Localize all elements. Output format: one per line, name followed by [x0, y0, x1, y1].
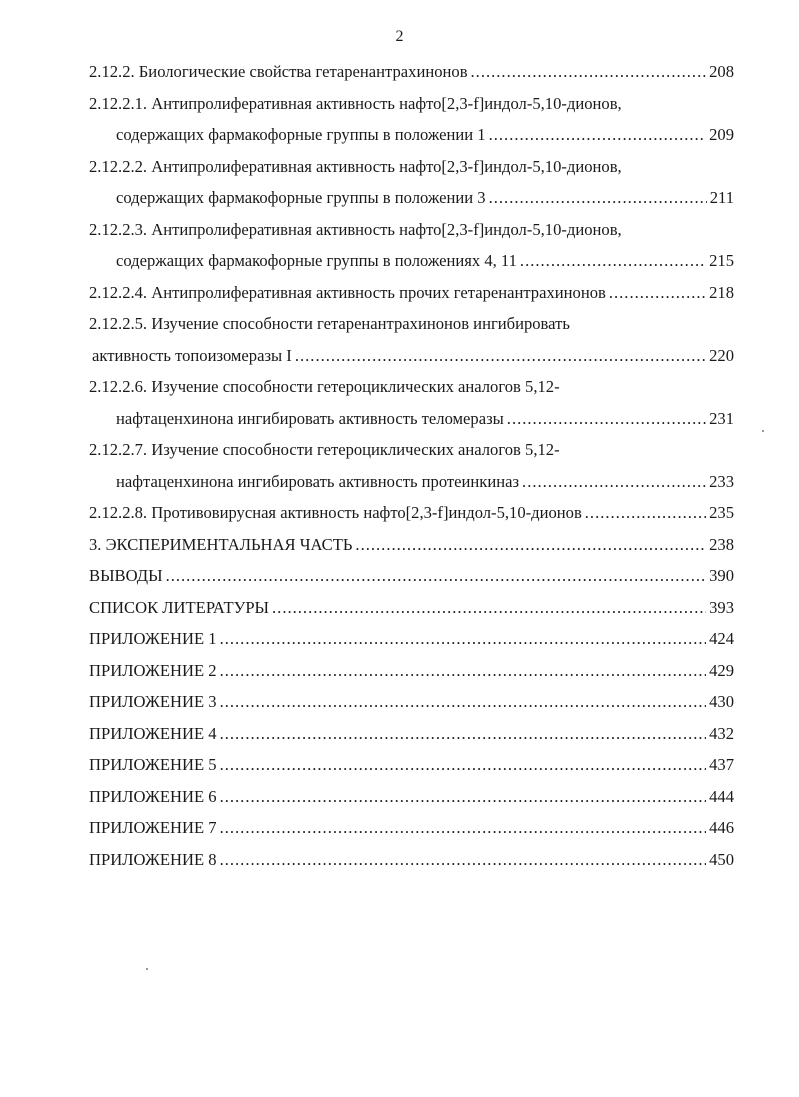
toc-entry	[89, 497, 734, 529]
toc-leader-dots	[220, 718, 707, 750]
toc-page-number: 437	[709, 755, 734, 774]
toc-entry-text: 2.12.2.1. Антипролиферативная активность нафто[2,3-f]индол-5,10-дионов,	[89, 93, 622, 113]
toc-page-number: 390	[709, 566, 734, 585]
toc-entry-title	[89, 214, 734, 246]
toc-entry-title	[89, 529, 734, 561]
toc-entry-text: ПРИЛОЖЕНИЕ 8	[89, 849, 217, 869]
toc-page-number: 215	[709, 251, 734, 270]
toc-leader-dots	[220, 781, 707, 813]
toc-leader-dots	[609, 277, 706, 309]
toc-entry-text: нафтаценхинона ингибировать активность теломеразы	[116, 408, 504, 428]
toc-leader-dots	[220, 686, 707, 718]
toc-entry-title	[89, 88, 734, 120]
toc-entry-title	[89, 623, 734, 655]
toc-leader-dots	[272, 592, 706, 624]
toc-leader-dots	[585, 497, 706, 529]
toc-entry-text: 2.12.2. Биологические свойства гетаренантрахинонов	[89, 62, 468, 81]
toc-entry-text: ПРИЛОЖЕНИЕ 6	[89, 786, 217, 806]
toc-entry-title	[89, 56, 734, 88]
toc-entry-text: ПРИЛОЖЕНИЕ 7	[89, 818, 217, 837]
toc-entry	[89, 592, 734, 624]
toc-entry-text: 3. ЭКСПЕРИМЕНТАЛЬНАЯ ЧАСТЬ	[89, 534, 353, 554]
toc-entry	[89, 844, 734, 876]
toc-entry-title	[89, 560, 734, 592]
toc-entry-title	[89, 749, 734, 781]
toc-page-number: 450	[709, 849, 734, 869]
toc-page-number: 218	[709, 282, 734, 302]
toc-page-number: 208	[709, 62, 734, 81]
toc-entry	[89, 214, 734, 277]
toc-entry-text: ПРИЛОЖЕНИЕ 5	[89, 755, 217, 774]
toc-page-number: 393	[709, 597, 734, 617]
toc-entry	[89, 812, 734, 844]
toc-entry	[89, 56, 734, 88]
toc-leader-dots	[489, 119, 707, 151]
toc-entry-text: СПИСОК ЛИТЕРАТУРЫ	[89, 597, 270, 617]
toc-entry-text: нафтаценхинона ингибировать активность протеинкиназ	[116, 471, 520, 491]
toc-entry-continuation	[89, 119, 734, 151]
toc-entry	[89, 371, 734, 434]
toc-entry-text: содержащих фармакофорные группы в положении 3	[116, 188, 486, 207]
toc-entry-title	[89, 592, 734, 624]
page-number: 2	[395, 28, 404, 45]
toc-entry	[89, 718, 734, 750]
toc-page-number: 429	[709, 660, 734, 680]
toc-entry	[89, 151, 734, 214]
toc-entry-title	[89, 371, 734, 403]
toc-entry-continuation	[89, 403, 734, 435]
toc-leader-dots	[220, 655, 707, 687]
toc-entry-text: активность топоизомеразы I	[92, 345, 292, 365]
toc-entry	[89, 308, 734, 371]
table-of-contents	[89, 56, 734, 875]
toc-page-number: 231	[709, 408, 734, 428]
toc-page-number: 209	[709, 125, 734, 144]
toc-entry-continuation	[89, 466, 734, 498]
toc-entry-text: ПРИЛОЖЕНИЕ 2	[89, 660, 217, 680]
toc-entry-text: 2.12.2.7. Изучение способности гетероциклических аналогов 5,12-	[89, 440, 560, 459]
toc-entry	[89, 560, 734, 592]
toc-entry-continuation	[89, 245, 734, 277]
toc-entry	[89, 749, 734, 781]
toc-entry-title	[89, 277, 734, 309]
toc-leader-dots	[220, 749, 707, 781]
toc-entry-title	[89, 686, 734, 718]
toc-entry-title	[89, 844, 734, 876]
toc-page-number: 238	[709, 534, 734, 554]
toc-entry-text: 2.12.2.4. Антипролиферативная активность прочих гетаренантрахинонов	[89, 282, 606, 302]
toc-entry-text: содержащих фармакофорные группы в положении 1	[116, 125, 486, 144]
toc-entry-text: 2.12.2.5. Изучение способности гетаренантрахинонов ингибировать	[89, 314, 570, 333]
toc-leader-dots	[220, 623, 707, 655]
toc-page-number: 446	[709, 818, 734, 837]
toc-page-number: 235	[709, 503, 734, 522]
toc-entry-text: ПРИЛОЖЕНИЕ 3	[89, 692, 217, 711]
toc-leader-dots	[220, 812, 707, 844]
toc-leader-dots	[220, 844, 707, 876]
toc-leader-dots	[471, 56, 707, 88]
toc-page-number: 233	[709, 471, 734, 491]
toc-entry-title	[89, 308, 734, 340]
toc-entry-text: 2.12.2.2. Антипролиферативная активность нафто[2,3-f]индол-5,10-дионов,	[89, 156, 622, 176]
toc-entry-title	[89, 718, 734, 750]
toc-entry-title	[89, 434, 734, 466]
toc-page-number: 424	[709, 629, 734, 648]
toc-leader-dots	[166, 560, 707, 592]
toc-entry	[89, 277, 734, 309]
toc-entry-text: ВЫВОДЫ	[89, 566, 163, 585]
toc-entry-text: ПРИЛОЖЕНИЕ 1	[89, 629, 217, 648]
toc-page-number: 444	[709, 786, 734, 806]
toc-entry-text: 2.12.2.6. Изучение способности гетероциклических аналогов 5,12-	[89, 377, 560, 396]
toc-entry-continuation	[89, 182, 734, 214]
toc-page-number: 432	[709, 723, 734, 743]
toc-entry-text: содержащих фармакофорные группы в положениях 4, 11	[116, 251, 517, 270]
toc-entry-continuation	[89, 340, 734, 372]
scan-speck	[146, 968, 148, 970]
toc-page-number: 430	[709, 692, 734, 711]
toc-entry-title	[89, 655, 734, 687]
toc-leader-dots	[355, 529, 706, 561]
toc-entry-text: ПРИЛОЖЕНИЕ 4	[89, 723, 217, 743]
toc-entry-title	[89, 151, 734, 183]
toc-entry	[89, 686, 734, 718]
toc-entry	[89, 434, 734, 497]
toc-page-number: 211	[709, 188, 734, 207]
toc-entry	[89, 88, 734, 151]
scan-speck	[762, 430, 764, 432]
toc-entry-title	[89, 812, 734, 844]
toc-page-number: 220	[709, 345, 734, 365]
toc-leader-dots	[489, 182, 707, 214]
toc-entry	[89, 655, 734, 687]
toc-entry-title	[89, 781, 734, 813]
toc-leader-dots	[507, 403, 706, 435]
toc-entry-text: 2.12.2.8. Противовирусная активность нафто[2,3-f]индол-5,10-дионов	[89, 503, 582, 522]
toc-entry-text: 2.12.2.3. Антипролиферативная активность нафто[2,3-f]индол-5,10-дионов,	[89, 219, 622, 239]
toc-leader-dots	[522, 466, 706, 498]
toc-entry	[89, 781, 734, 813]
toc-entry	[89, 623, 734, 655]
toc-entry	[89, 529, 734, 561]
toc-leader-dots	[520, 245, 706, 277]
toc-leader-dots	[295, 340, 706, 372]
toc-entry-title	[89, 497, 734, 529]
